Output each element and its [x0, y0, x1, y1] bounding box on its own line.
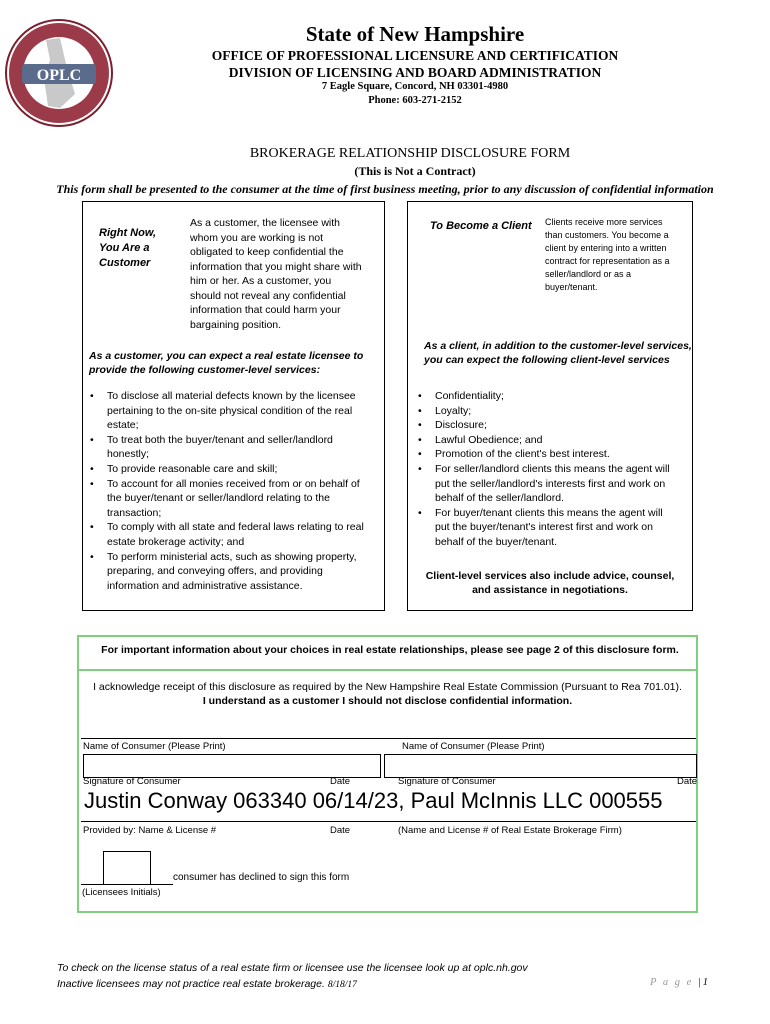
list-item: • For seller/landlord clients this means the agent will put the seller/landlord's interests first and work on behalf of the seller/landlord. [411, 462, 691, 506]
date-label-2: Date [677, 776, 698, 787]
customer-services-heading [89, 349, 384, 377]
brokerage-label: (Name and License # of Real Estate Brokerage Firm) [398, 825, 622, 836]
list-item: • Lawful Obedience; and [411, 433, 691, 448]
license-lookup-note: To check on the license status of a real estate firm or licensee use the licensee look up at oplc.nh.gov [57, 962, 528, 974]
customer-label-line: Customer [99, 257, 151, 269]
client-intro-line: seller/landlord or as a [545, 269, 632, 279]
list-item: • To treat both the buyer/tenant and seller/landlord honestly; [83, 433, 383, 462]
client-intro-line: buyer/tenant. [545, 282, 598, 292]
initials-line-right [151, 884, 173, 885]
consumer-name-label-2: Name of Consumer (Please Print) [402, 741, 545, 752]
client-level-note [408, 569, 692, 597]
provider-line [81, 821, 696, 822]
important-note: For important information about your choices in real estate relationships, please see page 2 of this disclosure form. [101, 644, 679, 656]
customer-heading-line: provide the following customer-level services: [89, 364, 321, 376]
client-note-line: Client-level services also include advice, counsel, [425, 570, 675, 582]
provider-date-label: Date [330, 825, 351, 836]
client-intro [545, 216, 690, 294]
customer-intro-line: information that you might share with [190, 260, 362, 273]
list-item: • To provide reasonable care and skill; [83, 462, 383, 477]
customer-intro-line: obligated to keep confidential the [190, 246, 344, 258]
oplc-seal-logo [4, 18, 114, 128]
division-name: DIVISION OF LICENSING AND BOARD ADMINISTRATION [228, 65, 602, 80]
customer-intro [190, 216, 380, 332]
client-services-box [407, 201, 693, 611]
initials-label: (Licensees Initials) [82, 887, 161, 898]
customer-intro-line: whom you are working is not [190, 231, 324, 244]
customer-heading-line: As a customer, you can expect a real estate licensee to [89, 350, 364, 362]
declined-text: consumer has declined to sign this form [173, 872, 350, 883]
customer-intro-line: As a customer, the licensee with [190, 217, 340, 229]
customer-services-box [82, 201, 385, 611]
list-item: • To account for all monies received from or on behalf of the buyer/tenant or seller/landlord relating to the transaction; [83, 477, 383, 521]
customer-label-line: Right Now, [99, 227, 157, 239]
signature-label-1: Signature of Consumer [83, 776, 181, 787]
list-item: • To comply with all state and federal laws relating to real estate brokerage activity; and [83, 520, 383, 549]
client-heading-line: you can expect the following client-level services [424, 354, 670, 366]
customer-intro-line: should not reveal any confidential [190, 289, 346, 302]
name-field-line [81, 738, 696, 739]
list-item: • Confidentiality; [411, 389, 691, 404]
client-heading-line: As a client, in addition to the customer-level services, [424, 340, 692, 352]
list-item: • Loyalty; [411, 404, 691, 419]
state-title: State of New Hampshire [305, 22, 525, 46]
acknowledgement-text: I acknowledge receipt of this disclosure as required by the New Hampshire Real Estate Commission (Pursuant to Rea 701.01). [93, 681, 682, 693]
date-label-1: Date [330, 776, 351, 787]
acknowledgement-statement: I understand as a customer I should not disclose confidential information. [202, 695, 573, 707]
licensee-initials-field[interactable] [103, 851, 151, 885]
consumer-signature-field-2[interactable] [384, 754, 697, 778]
list-item: • Promotion of the client's best interest. [411, 447, 691, 462]
page-number: 1 [702, 977, 710, 988]
initials-line-left [81, 884, 103, 885]
office-name: OFFICE OF PROFESSIONAL LICENSURE AND CERTIFICATION [211, 48, 619, 63]
consumer-name-label-1: Name of Consumer (Please Print) [83, 741, 226, 752]
customer-intro-line: information that could harm your [190, 304, 341, 316]
form-revision-date: 8/18/17 [327, 980, 357, 990]
client-intro-line: Clients receive more services [545, 217, 663, 227]
list-item: • Disclosure; [411, 418, 691, 433]
inactive-licensee-note [57, 978, 557, 990]
client-note-line: and assistance in negotiations. [472, 584, 628, 596]
acknowledgement-divider [77, 669, 698, 671]
form-subtitle: (This is Not a Contract) [354, 164, 476, 178]
customer-intro-line: him or her. As a customer, you [190, 275, 332, 287]
office-phone: Phone: 603-271-2152 [368, 95, 462, 106]
page-label: P a g e [649, 977, 694, 988]
page-indicator: P a g e |1 [649, 977, 710, 988]
seal-text: OPLC [36, 67, 82, 84]
customer-label-line: You Are a [99, 242, 150, 254]
client-services-heading [424, 339, 692, 367]
customer-services-list [83, 389, 383, 593]
provider-label: Provided by: Name & License # [83, 825, 217, 836]
form-title: BROKERAGE RELATIONSHIP DISCLOSURE FORM [249, 146, 571, 161]
customer-intro-line: bargaining position. [190, 318, 282, 331]
client-label: To Become a Client [430, 220, 532, 232]
form-instruction: This form shall be presented to the consumer at the time of first business meeting, prior to any discussion of confidential information [56, 182, 714, 196]
client-intro-line: client by entering into a written [545, 243, 667, 253]
list-item: • To disclose all material defects known by the licensee pertaining to the on-site physical condition of the real estate; [83, 389, 383, 433]
client-services-list [411, 389, 691, 550]
list-item: • To perform ministerial acts, such as showing property, preparing, and conveying offers, and providing information and administrative assistance. [83, 550, 383, 594]
inactive-note-text: Inactive licensees may not practice real estate brokerage. [57, 978, 325, 990]
customer-label [99, 226, 189, 271]
signature-label-2: Signature of Consumer [398, 776, 496, 787]
client-intro-line: contract for representation as a [545, 256, 670, 266]
provider-entry[interactable]: Justin Conway 063340 06/14/23, Paul McInnis LLC 000555 [84, 788, 663, 813]
office-address: 7 Eagle Square, Concord, NH 03301-4980 [321, 81, 509, 92]
consumer-signature-field-1[interactable] [83, 754, 381, 778]
client-intro-line: than customers. You become a [545, 230, 669, 240]
list-item: • For buyer/tenant clients this means the agent will put the buyer/tenant's interest first and work on behalf of the buyer/tenant. [411, 506, 691, 550]
